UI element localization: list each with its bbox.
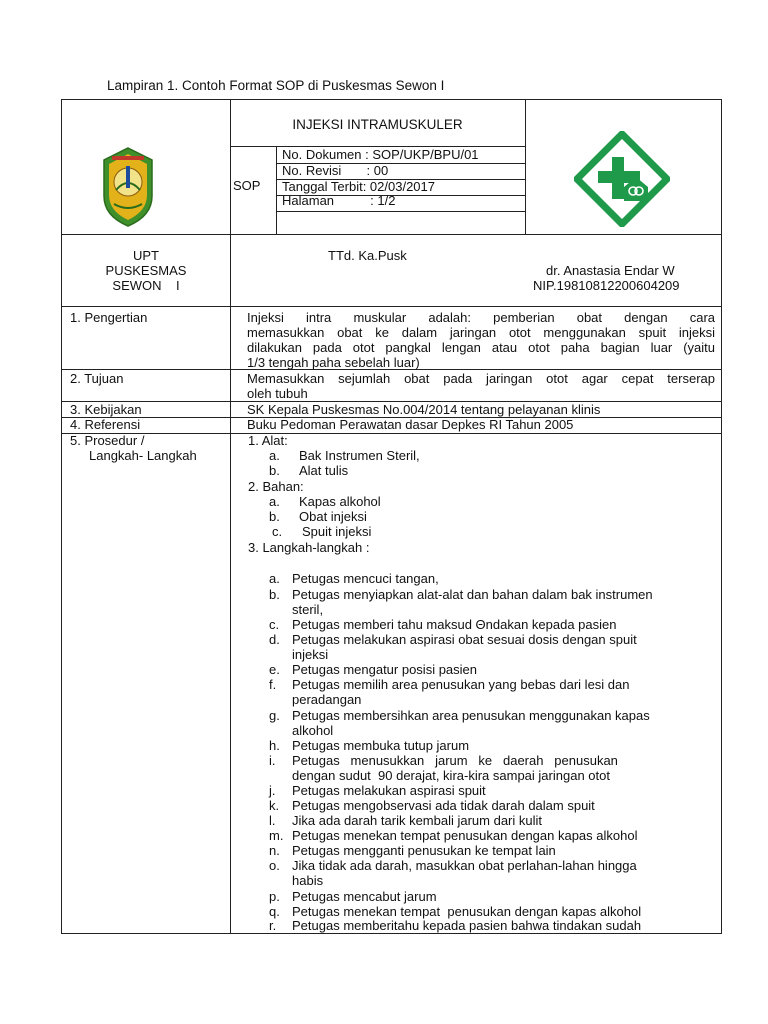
referensi-text: Buku Pedoman Perawatan dasar Depkes RI Tahun 2005 xyxy=(247,417,574,432)
step-marker: n. xyxy=(269,843,280,858)
list-text: Spuit injeksi xyxy=(302,524,372,539)
alat-heading: 1. Alat: xyxy=(248,433,288,448)
sop-label-divider xyxy=(276,146,277,234)
step-marker: d. xyxy=(269,632,280,647)
tujuan-line-2: oleh tubuh xyxy=(247,386,308,401)
issue-date: Tanggal Terbit: 02/03/2017 xyxy=(282,179,435,194)
list-text: Obat injeksi xyxy=(299,509,367,524)
step-text: Petugas menekan tempat penusukan dengan kapas alkohol xyxy=(292,828,638,843)
step-marker: b. xyxy=(269,587,280,602)
step-text: Petugas melakukan aspirasi spuit xyxy=(292,783,486,798)
caption: Lampiran 1. Contoh Format SOP di Puskesmas Sewon I xyxy=(107,78,445,93)
step-text-cont: dengan sudut 90 derajat, kira-kira sampai jaringan otot xyxy=(292,768,610,783)
list-text: Kapas alkohol xyxy=(299,494,381,509)
section-label-kebijakan: 3. Kebijakan xyxy=(70,402,142,417)
list-marker: b. xyxy=(269,509,280,524)
list-marker: a. xyxy=(269,448,280,463)
step-text: Petugas mencabut jarum xyxy=(292,889,437,904)
step-marker: p. xyxy=(269,889,280,904)
step-marker: r. xyxy=(269,918,277,933)
kemenkes-logo-icon xyxy=(574,131,670,227)
step-marker: h. xyxy=(269,738,280,753)
step-marker: g. xyxy=(269,708,280,723)
unit-line-2: PUSKESMAS xyxy=(105,263,187,278)
list-marker: c. xyxy=(272,524,283,539)
document-title: INJEKSI INTRAMUSKULER xyxy=(292,117,463,132)
list-text: Bak Instrumen Steril, xyxy=(299,448,420,463)
page-number: Halaman : 1/2 xyxy=(282,193,396,208)
step-text: Petugas memberitahu kepada pasien bahwa tindakan sudah xyxy=(292,918,642,933)
step-text-cont: alkohol xyxy=(292,723,334,738)
section-label-prosedur-2: Langkah- Langkah xyxy=(89,448,197,463)
step-text: Petugas memilih area penusukan yang bebas dari lesi dan xyxy=(292,677,630,692)
row-divider-signature xyxy=(62,306,721,307)
step-text-cont: steril, xyxy=(292,602,324,617)
head-name: dr. Anastasia Endar W xyxy=(546,263,675,278)
step-text-cont: habis xyxy=(292,873,324,888)
list-marker: a. xyxy=(269,494,280,509)
pengertian-line-1: Injeksi intra muskular adalah: pemberian obat dengan cara xyxy=(247,310,715,325)
step-text: Petugas menusukkan jarum ke daerah penusukan xyxy=(292,753,618,768)
section-label-tujuan: 2. Tujuan xyxy=(70,371,124,386)
head-nip: NIP.19810812200604209 xyxy=(533,278,680,293)
list-marker: b. xyxy=(269,463,280,478)
step-text: Petugas menyiapkan alat-alat dan bahan dalam bak instrumen xyxy=(292,587,653,602)
revision-number: No. Revisi : 00 xyxy=(282,163,389,178)
section-label-referensi: 4. Referensi xyxy=(70,417,141,432)
signature-label: TTd. Ka.Pusk xyxy=(328,248,407,263)
step-text: Petugas membuka tutup jarum xyxy=(292,738,470,753)
unit-line-1: UPT xyxy=(133,248,159,263)
step-text: Petugas mengatur posisi pasien xyxy=(292,662,478,677)
step-marker: o. xyxy=(269,858,280,873)
step-text: Petugas memberi tahu maksud Θndakan kepada pasien xyxy=(292,617,617,632)
step-marker: e. xyxy=(269,662,280,677)
step-marker: q. xyxy=(269,904,280,919)
step-text: Petugas mencuci tangan, xyxy=(292,571,439,586)
step-marker: i. xyxy=(269,753,276,768)
step-marker: j. xyxy=(269,783,276,798)
tujuan-line-1: Memasukkan sejumlah obat pada jaringan otot agar cepat terserap xyxy=(247,371,715,386)
step-marker: m. xyxy=(269,828,284,843)
doc-number: No. Dokumen : SOP/UKP/BPU/01 xyxy=(282,147,479,162)
step-marker: c. xyxy=(269,617,280,632)
col-divider-left xyxy=(230,100,231,933)
step-text: Petugas mengobservasi ada tidak darah dalam spuit xyxy=(292,798,595,813)
step-text: Petugas mengganti penusukan ke tempat lain xyxy=(292,843,556,858)
step-text-cont: injeksi xyxy=(292,647,329,662)
bahan-heading: 2. Bahan: xyxy=(248,479,304,494)
step-text: Petugas melakukan aspirasi obat sesuai dosis dengan spuit xyxy=(292,632,637,647)
step-marker: k. xyxy=(269,798,280,813)
section-label-pengertian: 1. Pengertian xyxy=(70,310,148,325)
unit-line-3: SEWON I xyxy=(112,278,180,293)
step-text: Jika tidak ada darah, masukkan obat perlahan-lahan hingga xyxy=(292,858,637,873)
sop-label: SOP xyxy=(233,178,261,193)
step-marker: a. xyxy=(269,571,280,586)
col-divider-right-header xyxy=(525,100,526,234)
step-marker: f. xyxy=(269,677,277,692)
step-text: Petugas membersihkan area penusukan menggunakan kapas xyxy=(292,708,650,723)
pengertian-line-4: 1/3 tengah paha sebelah luar) xyxy=(247,355,420,370)
pengertian-line-3: dilakukan pada otot pangkal lengan atau otot paha bagian luar (yaitu xyxy=(247,340,715,355)
row-divider-header xyxy=(62,234,721,235)
step-text: Petugas menekan tempat penusukan dengan kapas alkohol xyxy=(292,904,642,919)
row-divider-referensi xyxy=(62,433,721,434)
pengertian-line-2: memasukkan obat ke dalam jaringan otot menggunakan spuit injeksi xyxy=(247,325,715,340)
step-text-cont: peradangan xyxy=(292,692,362,707)
kebijakan-text: SK Kepala Puskesmas No.004/2014 tentang pelayanan klinis xyxy=(247,402,601,417)
section-label-prosedur-1: 5. Prosedur / xyxy=(70,433,145,448)
regency-emblem-icon xyxy=(100,146,156,228)
langkah-heading: 3. Langkah-langkah : xyxy=(248,540,370,555)
list-text: Alat tulis xyxy=(299,463,349,478)
step-text: Jika ada darah tarik kembali jarum dari kulit xyxy=(292,813,542,828)
sop-row-divider-4 xyxy=(276,211,525,212)
step-marker: l. xyxy=(269,813,276,828)
